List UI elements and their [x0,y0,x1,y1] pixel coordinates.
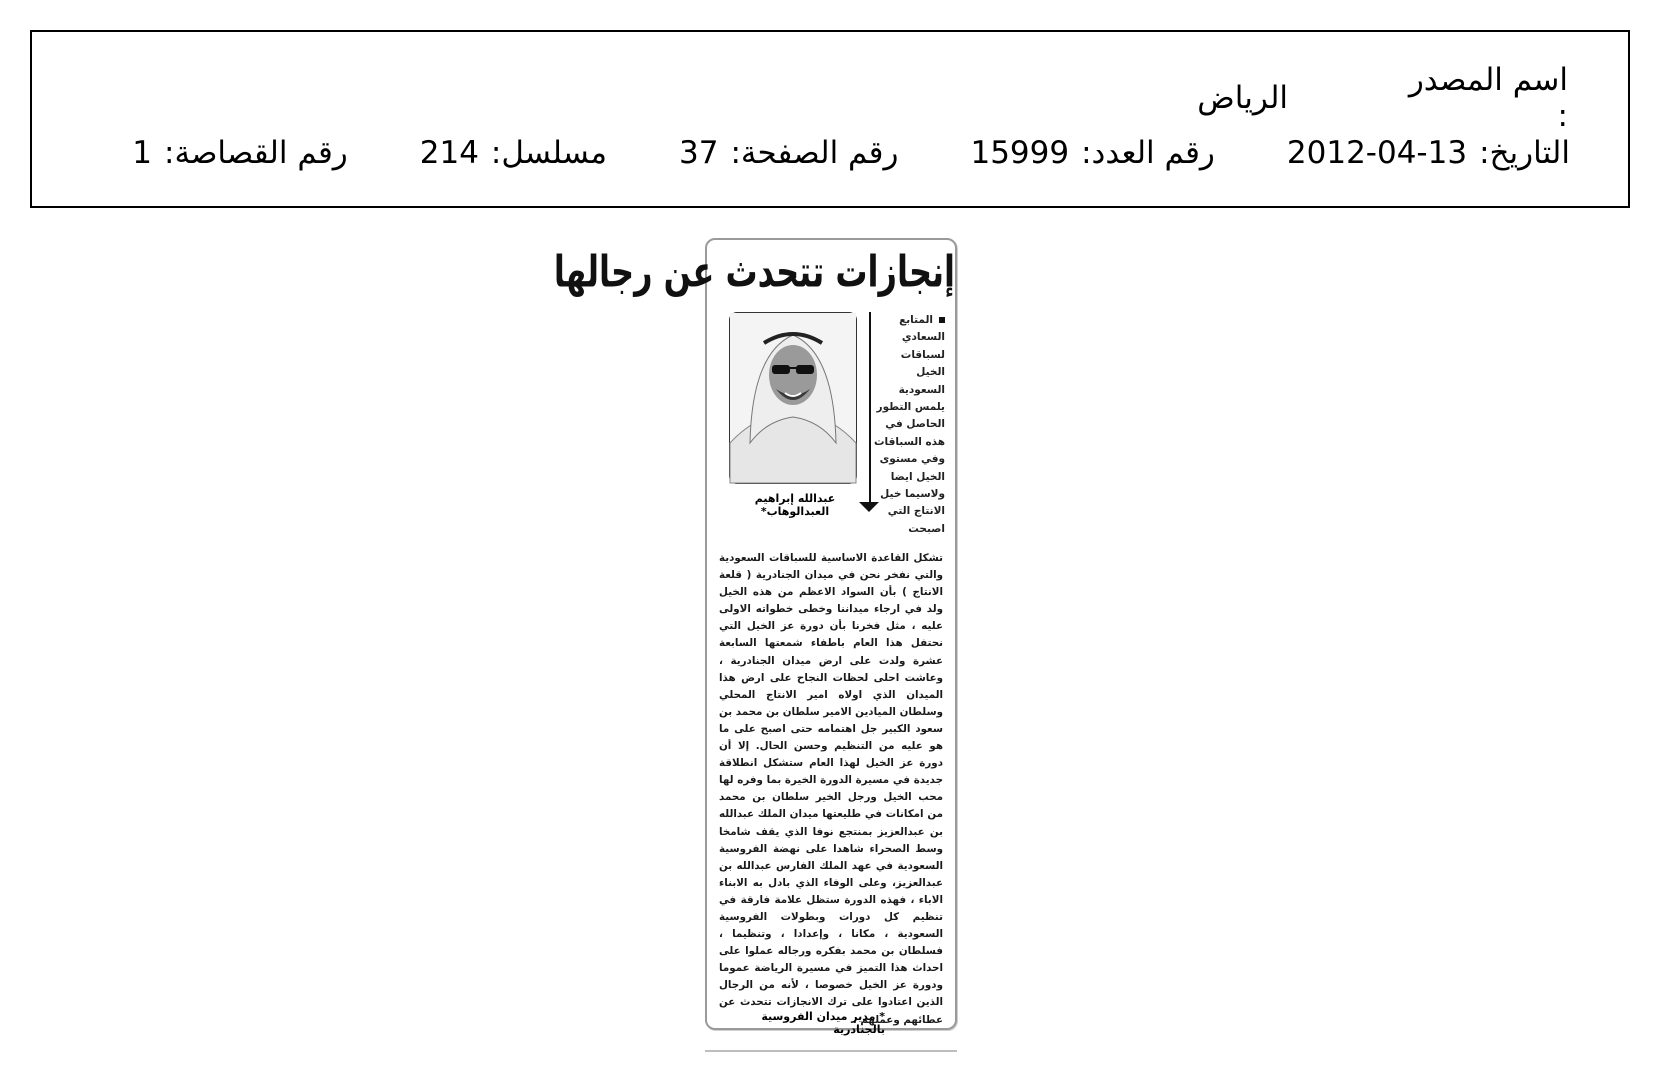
page-field [679,135,898,171]
serial-label: مسلسل: [490,135,608,171]
issue-label: رقم العدد: [1081,135,1215,171]
issue-field [970,135,1214,171]
author-signoff: * مدير ميدان الفروسية بالجنادرية [761,1010,885,1036]
author-byline: عبدالله إبراهيم العبدالوهاب* [754,492,836,518]
date-field [1287,135,1570,171]
serial-field [420,135,607,171]
date-value: 2012-04-13 [1286,135,1468,171]
date-label: التاريخ: [1479,135,1570,171]
clipping-bottom-rule [705,1050,957,1052]
clip-value: 1 [132,135,153,171]
clip-field [132,135,347,171]
newspaper-clipping [553,238,957,1036]
article-headline: إنجازات تتحدث عن رجالها [553,246,955,298]
issue-value: 15999 [970,135,1070,171]
article-lead-text: المتابع السعادي لسباقات الخيل السعودية يلمس التطور الحاصل في هذه السباقات وفي مستوى الخيل ايضا ولاسيما خيل الانتاج التي اصبحت [873,314,945,535]
source-row [1197,62,1568,134]
column-divider [869,312,871,502]
source-label: اسم المصدر : [1408,62,1568,134]
source-metadata-box [30,30,1630,208]
page-value: 37 [679,135,719,171]
serial-value: 214 [419,135,479,171]
details-row [132,135,1570,171]
source-value: الرياض [1197,80,1288,116]
article-lead-column [873,312,945,538]
bullet-icon [939,317,945,323]
clip-label: رقم القصاصة: [164,135,348,171]
article-body: تشكل القاعدة الاساسية للسباقات السعودية والتي نفخر نحن في ميدان الجنادرية ( قلعة الانتاج ) بأن السواد الاعظم من هذه الخيل ولد في ارجاء ميداننا وخطى خطواته الاولى عليه ، مثل فخرنا بأن دورة عز الخيل التي نحتفل هذا العام باطفاء شمعتها السابعة عشرة ولدت على ارض ميدان الجنادرية ، وعاشت احلى لحظات النجاح على ارض هذا الميدان الذي اولاه امير الانتاج المحلي وسلطان الميادين الامير سلطان بن محمد بن سعود الكبير جل اهتمامه حتى اصبح على ما هو عليه من التنظيم وحسن الحال. إلا أن دورة عز الخيل لهذا العام ستشكل انطلاقة جديدة في مسيرة الدورة الخيرة بما وفره لها محب الخيل ورجل الخير سلطان بن محمد من امكانات في طليعتها ميدان الملك عبدالله بن عبدالعزيز بمنتجع نوفا الذي يقف شامخا وسط الصحراء شاهدا على نهضة الفروسية السعودية في عهد الملك الفارس عبدالله بن عبدالعزيز، وعلى الوفاء الذي بادل به الابناء الاباء ، فهذه الدورة ستظل علامة فارقة في تنظيم كل دورات وبطولات الفروسية السعودية ، مكانا ، وإعدادا ، وتنظيما ، فسلطان بن محمد بفكره ورجاله عملوا على احداث هذا التميز في مسيرة الرياضة عموما ودورة عز الخيل خصوصا ، لأنه من الرجال الذين اعتادوا على ترك الانجازات تتحدث عن عطائهم وعملهم . [719,552,943,1026]
page-label: رقم الصفحة: [730,135,899,171]
author-photo [729,312,857,484]
